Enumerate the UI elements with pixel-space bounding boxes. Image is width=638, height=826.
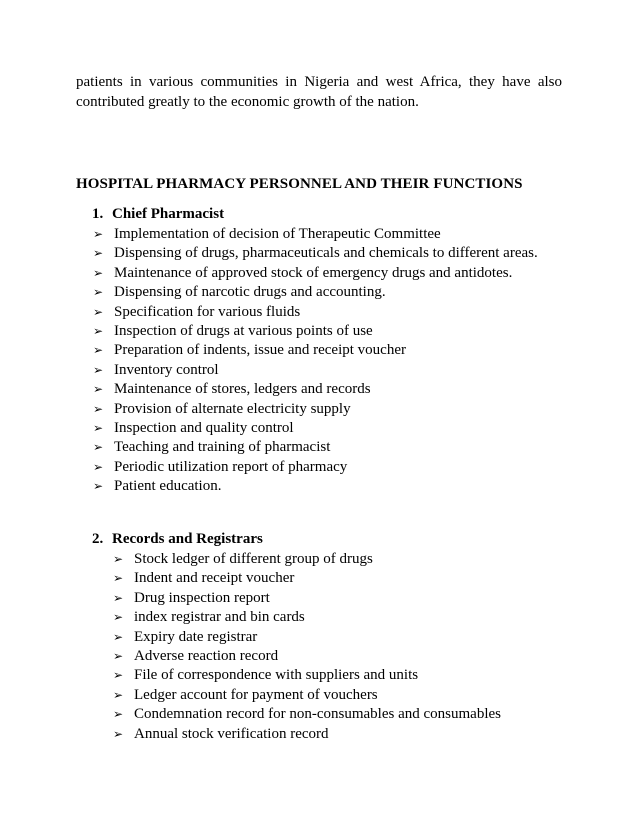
list-item-text: Inspection of drugs at various points of use (114, 322, 373, 339)
section-1-title (92, 206, 224, 223)
arrow-bullet-icon: ➢ (93, 343, 104, 358)
list-item-text: Maintenance of stores, ledgers and records (114, 381, 371, 398)
list-item-text: Stock ledger of different group of drugs (134, 551, 373, 567)
arrow-bullet-icon: ➢ (113, 687, 124, 702)
arrow-bullet-icon: ➢ (93, 265, 104, 280)
section-2-title (92, 531, 263, 548)
list-item-text: index registrar and bin cards (134, 609, 305, 626)
list-item-text: Drug inspection report (134, 589, 270, 606)
list-item-text: Patient education. (114, 478, 222, 495)
arrow-bullet-icon: ➢ (93, 362, 104, 377)
list-item-text: Inspection and quality control (114, 419, 294, 436)
list-item (113, 705, 501, 724)
arrow-bullet-icon: ➢ (93, 459, 104, 474)
section-1-number: 1. (92, 206, 104, 222)
list-item (93, 400, 538, 419)
list-item-text: Adverse reaction record (134, 647, 279, 664)
list-item (93, 380, 538, 399)
arrow-bullet-icon: ➢ (113, 552, 124, 566)
list-item-text: Dispensing of narcotic drugs and accounting. (114, 284, 386, 301)
list-item-text: Expiry date registrar (134, 628, 258, 645)
section-1-list (93, 225, 538, 496)
list-item (93, 438, 538, 457)
list-item (93, 419, 538, 438)
list-item (113, 666, 501, 685)
list-item (93, 283, 538, 302)
list-item-text: File of correspondence with suppliers and units (134, 667, 419, 684)
list-item-text: Inventory control (114, 361, 219, 378)
list-item (113, 647, 501, 666)
list-item-text: Preparation of indents, issue and receipt voucher (114, 342, 406, 359)
list-item (113, 628, 501, 647)
list-item (113, 608, 501, 627)
list-item (113, 725, 501, 744)
arrow-bullet-icon: ➢ (113, 610, 124, 625)
arrow-bullet-icon: ➢ (93, 323, 104, 338)
list-item (113, 550, 501, 569)
arrow-bullet-icon: ➢ (113, 648, 124, 663)
arrow-bullet-icon: ➢ (113, 668, 124, 683)
list-item-text: Annual stock verification record (134, 725, 329, 742)
list-item (93, 341, 538, 360)
arrow-bullet-icon: ➢ (93, 285, 104, 300)
list-item-text: Maintenance of approved stock of emergency drugs and antidotes. (114, 264, 513, 281)
arrow-bullet-icon: ➢ (93, 246, 104, 261)
list-item (93, 303, 538, 322)
list-item-text: Dispensing of drugs, pharmaceuticals and chemicals to different areas. (114, 245, 538, 262)
list-item (93, 244, 538, 263)
list-item-text: Periodic utilization report of pharmacy (114, 458, 348, 475)
arrow-bullet-icon: ➢ (93, 401, 104, 416)
section-2-list (113, 550, 501, 744)
arrow-bullet-icon: ➢ (93, 440, 104, 455)
list-item (93, 225, 538, 244)
list-item (113, 686, 501, 705)
list-item-text: Ledger account for payment of vouchers (134, 686, 378, 703)
section-1-title-text: Chief Pharmacist (112, 206, 225, 222)
list-item-text: Provision of alternate electricity supply (114, 400, 351, 417)
section-2-number: 2. (92, 531, 104, 547)
list-item (93, 322, 538, 341)
section-heading: HOSPITAL PHARMACY PERSONNEL AND THEIR FUNCTIONS (76, 176, 523, 192)
intro-paragraph: patients in various communities in Nigeria and west Africa, they have also contributed greatly to the economic growth of the nation. (76, 74, 562, 110)
arrow-bullet-icon: ➢ (93, 479, 104, 494)
list-item-text: Condemnation record for non-consumables and consumables (134, 706, 501, 723)
arrow-bullet-icon: ➢ (113, 590, 124, 605)
list-item (93, 361, 538, 380)
arrow-bullet-icon: ➢ (93, 420, 104, 435)
list-item-text: Teaching and training of pharmacist (114, 439, 331, 456)
arrow-bullet-icon: ➢ (113, 571, 124, 586)
arrow-bullet-icon: ➢ (93, 382, 104, 397)
list-item (93, 477, 538, 496)
arrow-bullet-icon: ➢ (113, 629, 124, 644)
arrow-bullet-icon: ➢ (93, 304, 104, 319)
list-item (113, 589, 501, 608)
list-item (93, 264, 538, 283)
arrow-bullet-icon: ➢ (93, 227, 104, 241)
list-item-text: Indent and receipt voucher (134, 570, 295, 587)
list-item-text: Specification for various fluids (114, 303, 301, 320)
section-2-title-text: Records and Registrars (112, 531, 263, 547)
arrow-bullet-icon: ➢ (113, 726, 124, 741)
list-item (93, 458, 538, 477)
arrow-bullet-icon: ➢ (113, 707, 124, 722)
list-item (113, 569, 501, 588)
list-item-text: Implementation of decision of Therapeutic Committee (114, 226, 441, 242)
